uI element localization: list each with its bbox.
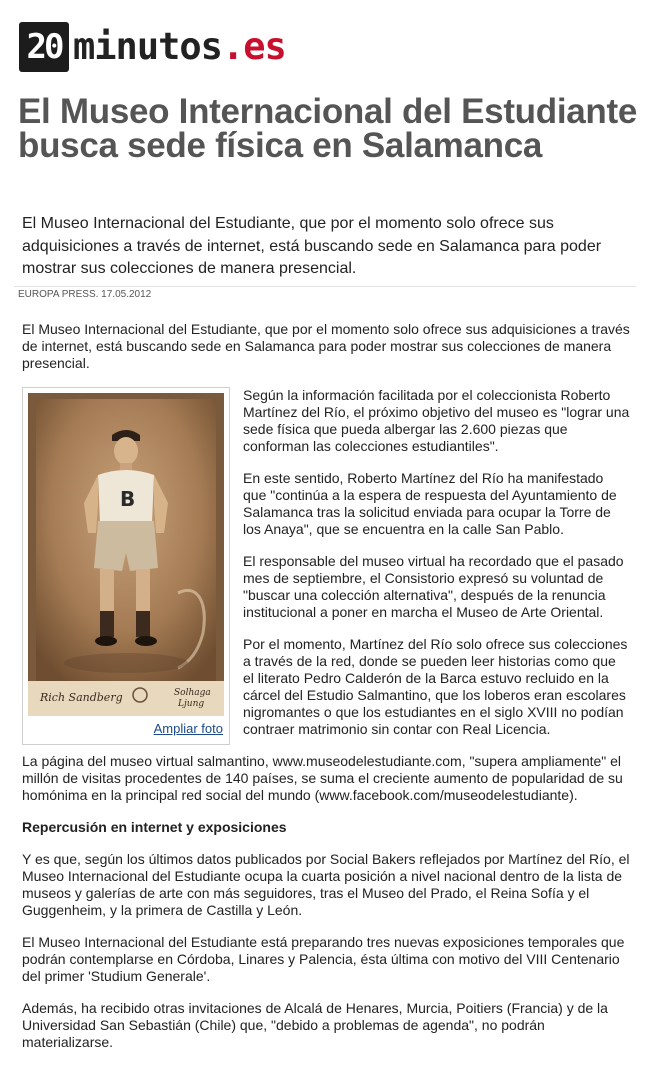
- divider: [14, 286, 636, 287]
- article-body: [22, 321, 630, 1066]
- paragraph: Además, ha recibido otras invitaciones de Alcalá de Henares, Murcia, Poitiers (Francia) y de la Universidad San Sebastián (Chile) que, "debido a problemas de agenda", no podrán materializarse.: [22, 1000, 608, 1050]
- photo-studio-right-2: Ljung: [178, 699, 205, 709]
- logo-tld: .es: [221, 25, 286, 68]
- byline: EUROPA PRESS. 17.05.2012: [18, 289, 152, 300]
- enlarge-photo-link[interactable]: Ampliar foto: [153, 721, 223, 736]
- paragraph: El Museo Internacional del Estudiante está preparando tres nuevas exposiciones temporales que podrán contemplarse en Córdoba, Linares y Palencia, ésta última con motivo del VIII Centenario del primer 'Studium Generale'.: [22, 934, 625, 984]
- shirt-letter: B: [120, 487, 136, 511]
- photo-illustration: [28, 393, 224, 716]
- paragraph: Por el momento, Martínez del Río solo ofrece sus colecciones a través de la red, donde se pueden leer historias como que el literato Pedro Calderón de la Barca estuvo recluido en la cárcel del Estudio Salmantino, que los loberos eran escolares nigromantes o que los estudiantes en el siglo XVIII no podían contraer matrimonio sin contar con Real Licencia.: [243, 636, 628, 737]
- site-logo[interactable]: [19, 21, 286, 72]
- student-photo[interactable]: [28, 393, 224, 716]
- logo-number-box: 20: [19, 22, 69, 72]
- headline: El Museo Internacional del Estudiante busca sede física en Salamanca: [18, 92, 638, 165]
- paragraph: En este sentido, Roberto Martínez del Río ha manifestado que "continúa a la espera de respuesta del Ayuntamiento de Salamanca tras la solicitud enviada para ocupar la Torre de los Anaya", que se encuentra en la calle San Pablo.: [243, 470, 617, 537]
- paragraph: Y es que, según los últimos datos publicados por Social Bakers reflejados por Martínez del Río, el Museo Internacional del Estudiante ocupa la cuarta posición a nivel nacional dentro de la lista de museos y galerías de arte con más seguidores, tras el Museo del Prado, el Reina Sofía y el Guggenheim, y la primera de Castilla y León.: [22, 851, 630, 918]
- logo-wordmark: [73, 25, 286, 68]
- photo-studio-left: Rich Sandberg: [40, 691, 123, 704]
- paragraph: La página del museo virtual salmantino, www.museodelestudiante.com, "supera ampliamente" el millón de visitas procedentes de 140 países, se suma el creciente aumento de popularidad de su homónima en la principal red social del mundo (www.facebook.com/museodelestudiante).: [22, 753, 623, 803]
- logo-word: minutos: [73, 25, 222, 68]
- lead-paragraph: El Museo Internacional del Estudiante, que por el momento solo ofrece sus adquisiciones a través de internet, está buscando sede en Salamanca para poder mostrar sus colecciones de manera presencial.: [22, 215, 602, 277]
- article-figure: [22, 387, 230, 745]
- photo-studio-right-1: Solhaga: [174, 688, 211, 698]
- paragraph: Según la información facilitada por el coleccionista Roberto Martínez del Río, el próximo objetivo del museo es "lograr una sede física que pueda albergar las 2.600 piezas que conforman las colecciones estudiantiles".: [243, 387, 630, 454]
- paragraph: El Museo Internacional del Estudiante, que por el momento solo ofrece sus adquisiciones a través de internet, está buscando sede en Salamanca para poder mostrar sus colecciones de manera presencial.: [22, 321, 630, 371]
- section-subheading: Repercusión en internet y exposiciones: [22, 819, 287, 835]
- paragraph: El responsable del museo virtual ha recordado que el pasado mes de septiembre, el Consistorio expresó su voluntad de "buscar una colección alternativa", después de la renuncia institucional a poner en marcha el Museo de Arte Oriental.: [243, 553, 624, 620]
